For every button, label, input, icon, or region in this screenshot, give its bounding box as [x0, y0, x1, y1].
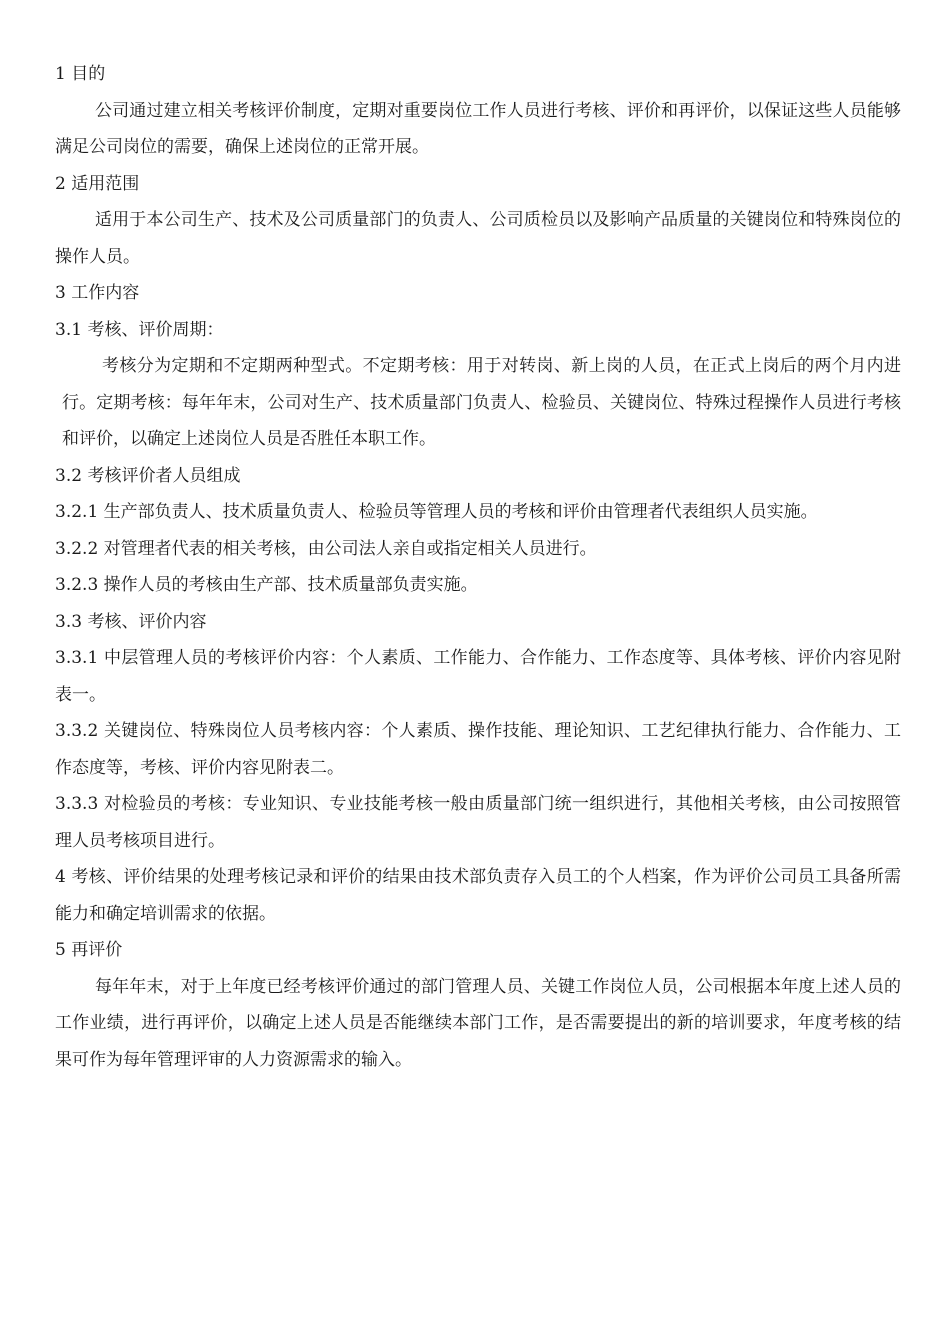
section-3-1-body: 考核分为定期和不定期两种型式。不定期考核：用于对转岗、新上岗的人员，在正式上岗后的两个月内进行。定期考核：每年年末，公司对生产、技术质量部门负责人、检验员、关键岗位、特殊过程操作人员进行考核和评价，以确定上述岗位人员是否胜任本职工作。	[62, 356, 901, 449]
section-5-body: 每年年末，对于上年度已经考核评价通过的部门管理人员、关键工作岗位人员，公司根据本年度上述人员的工作业绩，进行再评价，以确定上述人员是否能继续本部门工作，是否需要提出的新的培训要求，年度考核的结果可作为每年管理评审的人力资源需求的输入。	[55, 976, 901, 1070]
section-1-heading: 1 目的	[55, 64, 106, 84]
section-3-2-2: 3.2.2 对管理者代表的相关考核，由公司法人亲自或指定相关人员进行。	[55, 538, 597, 559]
section-5-heading: 5 再评价	[55, 940, 123, 960]
section-3-3-3: 3.3.3 对检验员的考核：专业知识、专业技能考核一般由质量部门统一组织进行，其他相关考核，由公司按照管理人员考核项目进行。	[55, 794, 901, 851]
section-3-3-2: 3.3.2 关键岗位、特殊岗位人员考核内容：个人素质、操作技能、理论知识、工艺纪律执行能力、合作能力、工作态度等，考核、评价内容见附表二。	[55, 721, 901, 778]
section-2-heading: 2 适用范围	[55, 173, 140, 194]
section-3-3-1: 3.3.1 中层管理人员的考核评价内容：个人素质、工作能力、合作能力、工作态度等、具体考核、评价内容见附表一。	[55, 648, 901, 705]
section-4: 4 考核、评价结果的处理考核记录和评价的结果由技术部负责存入员工的个人档案，作为评价公司员工具备所需能力和确定培训需求的依据。	[55, 867, 901, 924]
section-3-2-heading: 3.2 考核评价者人员组成	[55, 465, 241, 486]
section-3-3-heading: 3.3 考核、评价内容	[55, 611, 207, 632]
section-3-2-1: 3.2.1 生产部负责人、技术质量负责人、检验员等管理人员的考核和评价由管理者代表组织人员实施。	[55, 502, 818, 522]
section-3-heading: 3 工作内容	[55, 283, 140, 303]
section-3-1-heading: 3.1 考核、评价周期：	[55, 319, 224, 340]
document-body	[55, 56, 901, 1078]
section-1-body: 公司通过建立相关考核评价制度，定期对重要岗位工作人员进行考核、评价和再评价，以保证这些人员能够满足公司岗位的需要，确保上述岗位的正常开展。	[55, 100, 901, 157]
section-2-body: 适用于本公司生产、技术及公司质量部门的负责人、公司质检员以及影响产品质量的关键岗位和特殊岗位的操作人员。	[55, 210, 901, 267]
section-3-2-3: 3.2.3 操作人员的考核由生产部、技术质量部负责实施。	[55, 575, 478, 595]
